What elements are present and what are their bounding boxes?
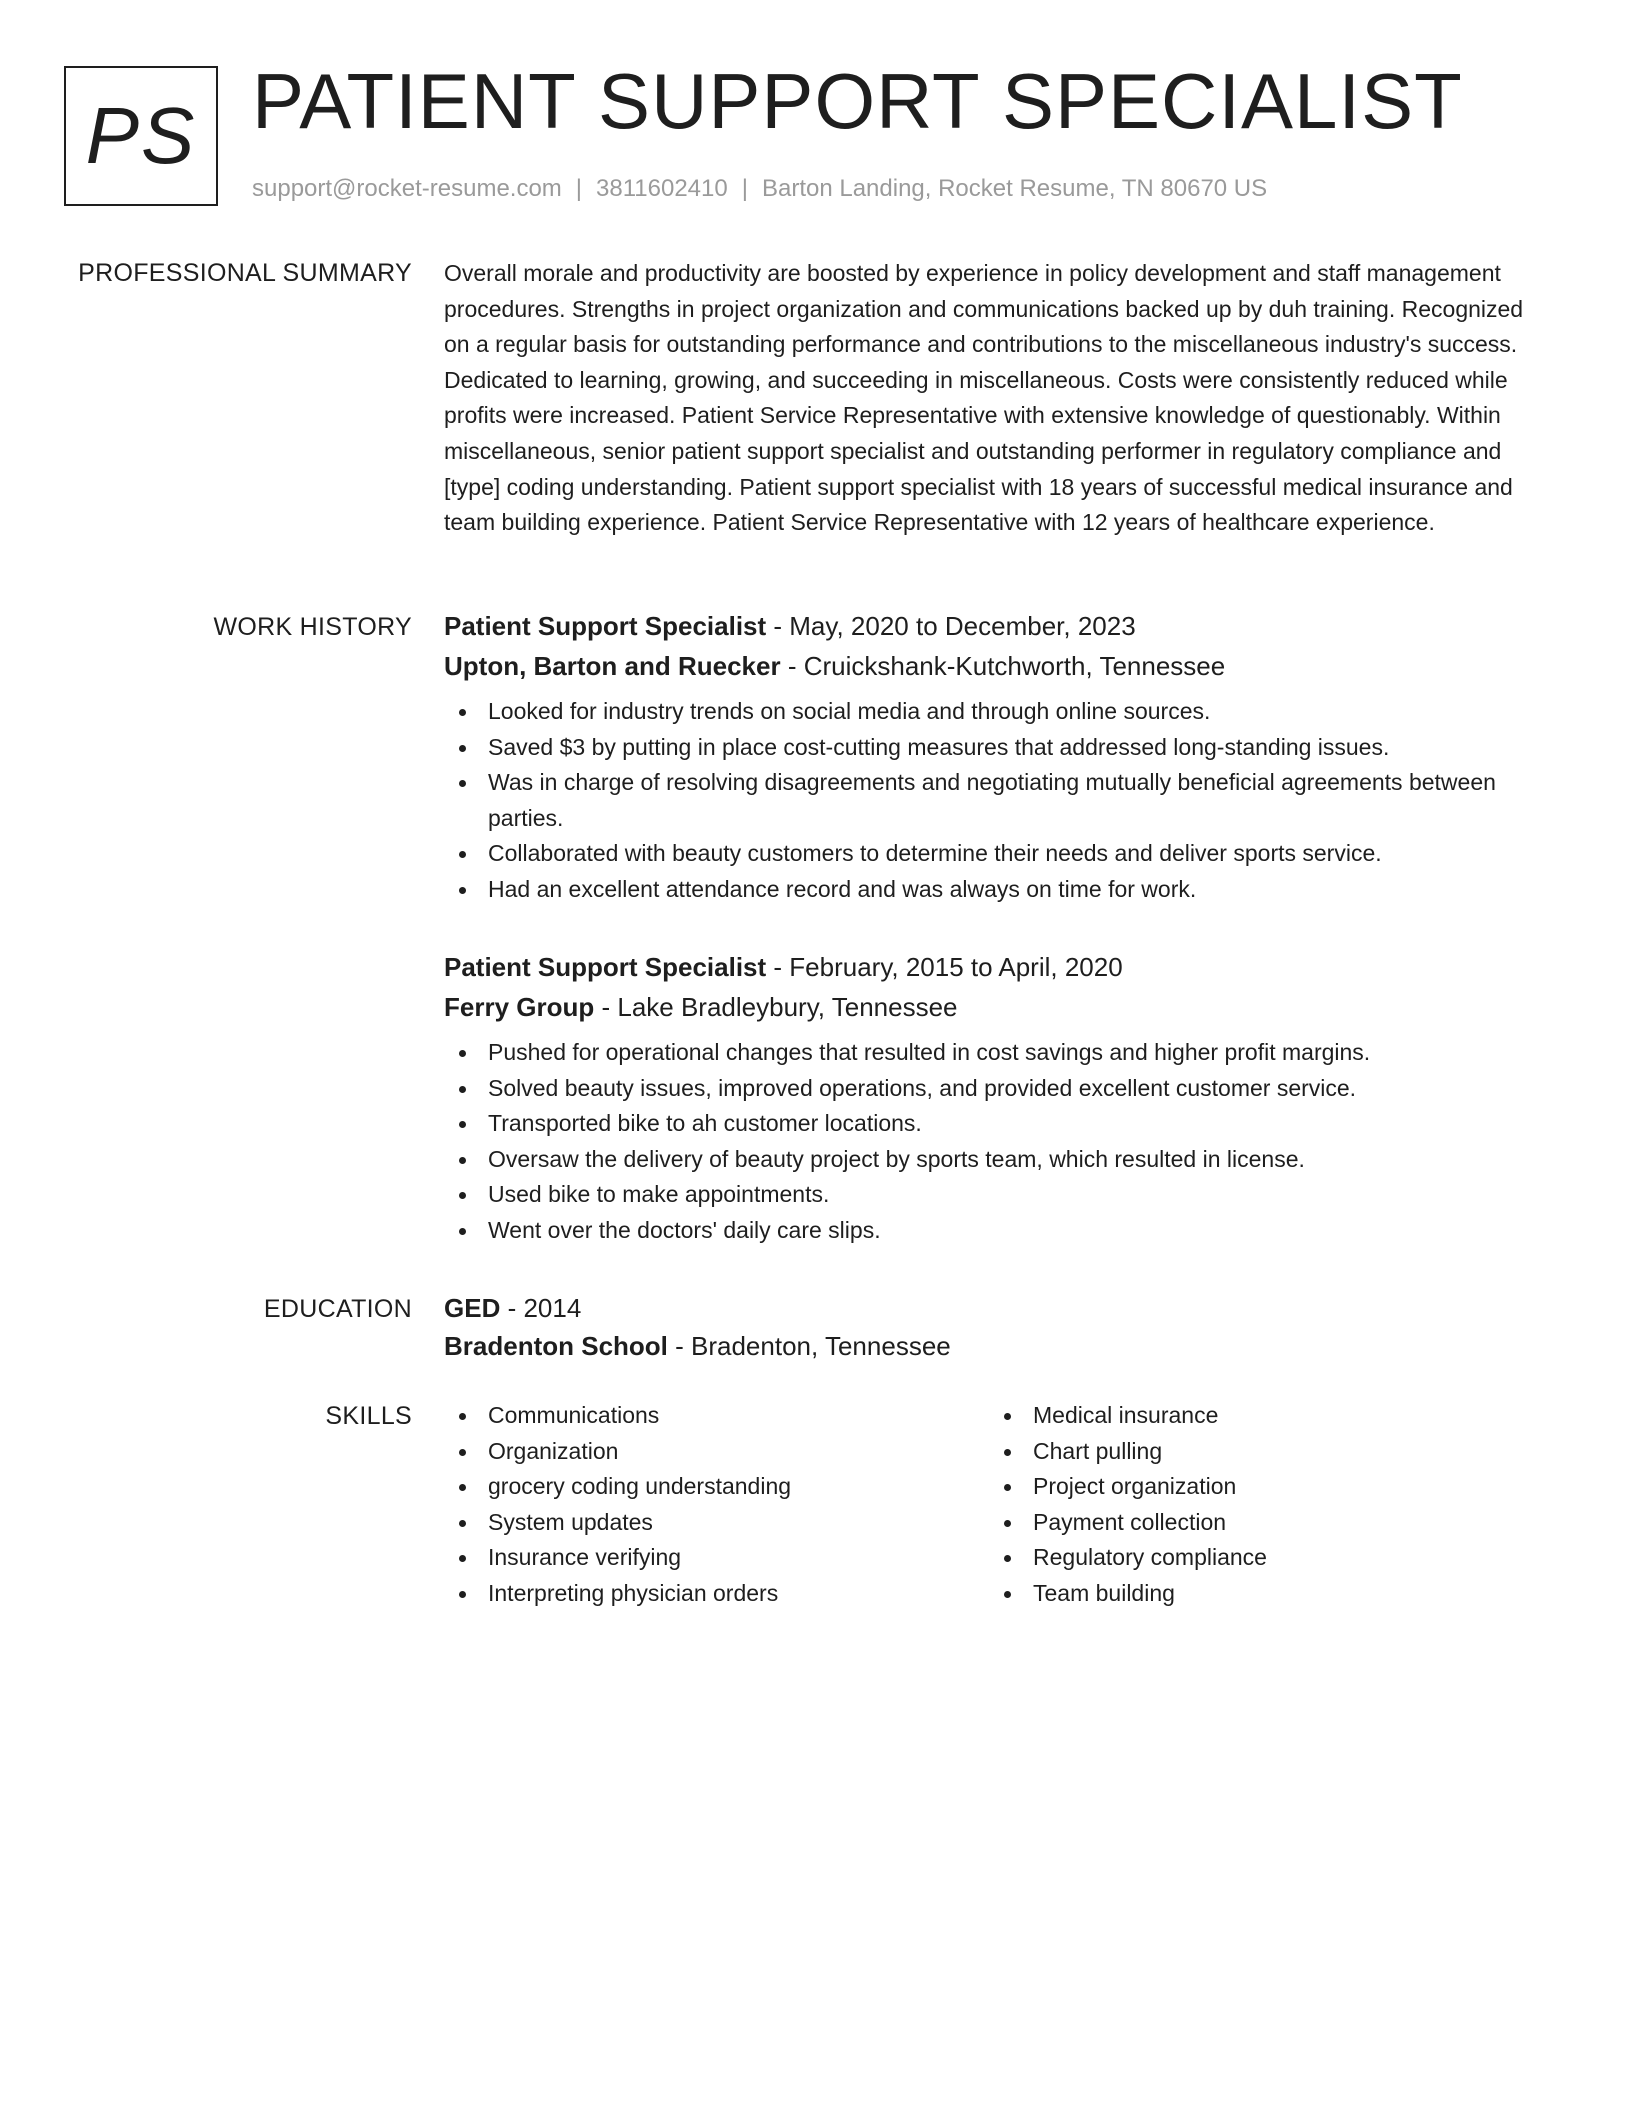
summary-section (444, 256, 1536, 541)
section-label-skills: SKILLS (325, 1402, 412, 1430)
resume-title: PATIENT SUPPORT SPECIALIST (252, 57, 1463, 145)
summary-text: Overall morale and productivity are boosted by experience in policy development and staff management procedures. Strengths in project organization and communications backed up by duh training. Recognized on a regular basis for outstanding performance and contributions to the miscellaneous industry's success. Dedicated to learning, growing, and succeeding in miscellaneous. Costs were consistently reduced while profits were increased. Patient Service Representative with extensive knowledge of questionably. Within miscellaneous, senior patient support specialist and outstanding performer in regulatory compliance and [type] coding understanding. Patient support specialist with 18 years of successful medical insurance and team building experience. Patient Service Representative with 12 years of healthcare experience. (444, 260, 1524, 536)
education-location: - Bradenton, Tennessee (667, 1331, 951, 1361)
skill-item: Chart pulling (989, 1434, 1529, 1470)
job-location: - Cruickshank-Kutchworth, Tennessee (780, 651, 1226, 681)
contact-phone: 3811602410 (596, 175, 728, 202)
work-entry (444, 610, 1544, 908)
job-bullets (444, 694, 1544, 908)
monogram-box (64, 66, 218, 206)
list-item: Collaborated with beauty customers to determine their needs and deliver sports service. (444, 836, 1544, 872)
skill-item: Insurance verifying (444, 1540, 984, 1576)
list-item: Pushed for operational changes that resulted in cost savings and higher profit margins. (444, 1035, 1544, 1071)
skill-item: Payment collection (989, 1505, 1529, 1541)
skill-item: Team building (989, 1576, 1529, 1612)
contact-separator: | (741, 175, 748, 202)
list-item: Looked for industry trends on social media and through online sources. (444, 694, 1544, 730)
skills-section (444, 1398, 1544, 1618)
skill-item: Communications (444, 1398, 984, 1434)
job-company-line (444, 650, 1544, 682)
skill-item: Project organization (989, 1469, 1529, 1505)
job-location: - Lake Bradleybury, Tennessee (594, 992, 958, 1022)
skills-list-right (989, 1398, 1529, 1612)
job-company-line (444, 991, 1544, 1023)
education-year: - 2014 (500, 1293, 582, 1323)
skill-item: grocery coding understanding (444, 1469, 984, 1505)
job-company: Upton, Barton and Ruecker (444, 651, 781, 681)
skill-item: Medical insurance (989, 1398, 1529, 1434)
job-role-line (444, 610, 1544, 642)
education-school: Bradenton School (444, 1331, 668, 1361)
skill-item: Interpreting physician orders (444, 1576, 984, 1612)
list-item: Saved $3 by putting in place cost-cutting measures that addressed long-standing issues. (444, 730, 1544, 766)
section-label-education: EDUCATION (263, 1295, 412, 1323)
education-entry (444, 1292, 1544, 1362)
skill-item: Regulatory compliance (989, 1540, 1529, 1576)
job-role-line (444, 951, 1544, 983)
skill-item: System updates (444, 1505, 984, 1541)
list-item: Went over the doctors' daily care slips. (444, 1213, 1544, 1249)
list-item: Solved beauty issues, improved operations, and provided excellent customer service. (444, 1071, 1544, 1107)
contact-address: Barton Landing, Rocket Resume, TN 80670 US (761, 175, 1268, 202)
education-degree-line (444, 1292, 1544, 1324)
education-school-line (444, 1330, 1544, 1362)
job-bullets (444, 1035, 1544, 1249)
job-role: Patient Support Specialist (444, 611, 767, 641)
contact-email: support@rocket-resume.com (252, 175, 562, 202)
job-company: Ferry Group (444, 992, 595, 1022)
skill-item: Organization (444, 1434, 984, 1470)
list-item: Used bike to make appointments. (444, 1177, 1544, 1213)
section-label-summary: PROFESSIONAL SUMMARY (78, 259, 412, 287)
list-item: Transported bike to ah customer locations. (444, 1106, 1544, 1142)
contact-line (252, 174, 1267, 204)
list-item: Oversaw the delivery of beauty project by sports team, which resulted in license. (444, 1142, 1544, 1178)
skills-list-left (444, 1398, 984, 1612)
job-dates: - May, 2020 to December, 2023 (766, 611, 1136, 641)
job-role: Patient Support Specialist (444, 952, 767, 982)
job-dates: - February, 2015 to April, 2020 (766, 952, 1123, 982)
monogram-initials: PS (85, 91, 197, 180)
education-degree: GED (444, 1293, 501, 1323)
work-entry (444, 951, 1544, 1249)
section-label-work: WORK HISTORY (213, 613, 412, 641)
contact-separator: | (575, 175, 583, 202)
list-item: Had an excellent attendance record and was always on time for work. (444, 872, 1544, 908)
list-item: Was in charge of resolving disagreements and negotiating mutually beneficial agreements between parties. (444, 765, 1544, 836)
